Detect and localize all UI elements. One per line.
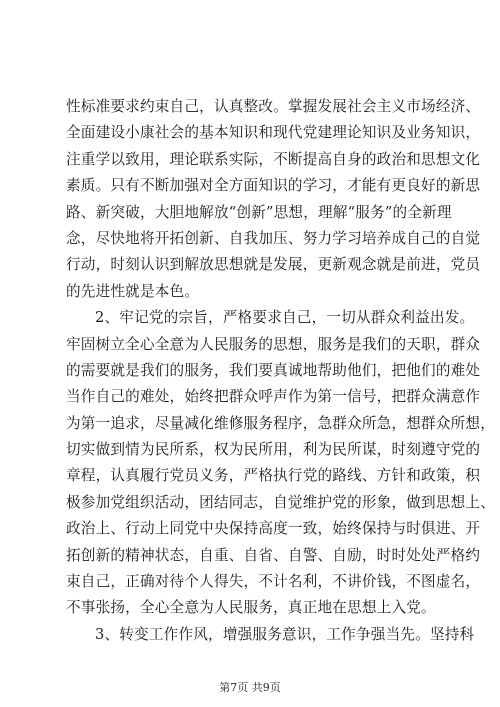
text-line: 不事张扬，全心全意为人民服务，真正地在思想上入党。: [66, 599, 436, 617]
text-line: 政治上、行动上同党中央保持高度一致，始终保持与时俱进、开: [66, 520, 481, 538]
text-line: 路、新突破，大胆地解放“创新”思想，理解“服务”的全新理: [66, 203, 452, 221]
text-line: 念，尽快地将开拓创新、自我加压、努力学习培养成自己的自觉: [66, 229, 481, 247]
text-line: 拓创新的精神状态，自重、自省、自警、自励，时时处处严格约: [66, 546, 481, 564]
text-line: 2、牢记党的宗旨，严格要求自己，一切从群众利益出发。: [95, 309, 475, 327]
text-line: 极参加党组织活动，团结同志，自觉维护党的形象，做到思想上、: [66, 493, 496, 511]
text-line: 素质。只有不断加强对全方面知识的学习，才能有更良好的新思: [66, 177, 481, 195]
text-line: 注重学以致用，理论联系实际，不断提高自身的政治和思想文化: [66, 150, 481, 168]
text-line: 当作自己的难处，始终把群众呼声作为第一信号，把群众满意作: [66, 388, 481, 406]
text-line: 为第一追求，尽量减化维修服务程序，急群众所急，想群众所想，: [66, 414, 496, 432]
text-line: 行动，时刻认识到解放思想就是发展，更新观念就是前进，党员: [66, 256, 481, 274]
document-body: [66, 94, 496, 648]
text-line: 的需要就是我们的服务，我们要真诚地帮助他们，把他们的难处: [66, 361, 481, 379]
text-line: 3、转变工作作风，增强服务意识，工作争强当先。坚持科: [95, 625, 475, 643]
text-line: 束自己，正确对待个人得失，不计名利，不讲价钱，不图虚名，: [66, 573, 481, 591]
text-line: 切实做到情为民所系，权为民所用，利为民所谋，时刻遵守党的: [66, 441, 481, 459]
text-line: 的先进性就是本色。: [66, 282, 200, 300]
page-footer: 第7页 共9页: [219, 681, 281, 694]
text-line: 牢固树立全心全意为人民服务的思想，服务是我们的天职，群众: [66, 335, 481, 353]
text-line: 全面建设小康社会的基本知识和现代党建理论知识及业务知识，: [66, 124, 481, 142]
text-line: 性标准要求约束自己，认真整改。掌握发展社会主义市场经济、: [66, 98, 481, 115]
text-line: 章程，认真履行党员义务，严格执行党的路线、方针和政策，积: [66, 467, 481, 485]
